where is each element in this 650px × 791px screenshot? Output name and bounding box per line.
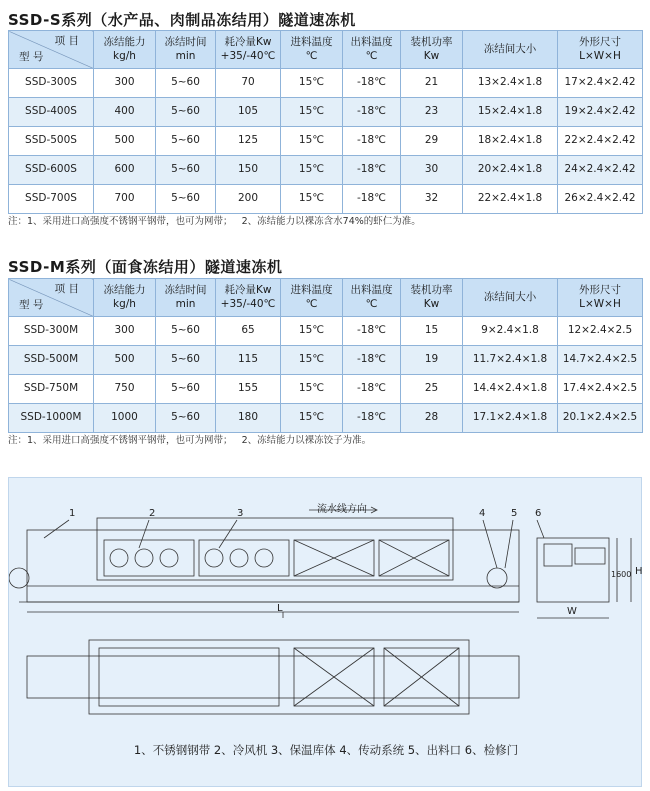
corner-model-label: 型 号 bbox=[19, 50, 44, 63]
table-cell: 28 bbox=[401, 404, 463, 433]
table-cell: 17.4×2.4×2.5 bbox=[558, 375, 643, 404]
fan-unit-2 bbox=[199, 540, 289, 576]
table-cell: 21 bbox=[401, 69, 463, 98]
table-cell: -18℃ bbox=[343, 317, 401, 346]
dim-1600-label: 1600 bbox=[611, 570, 632, 579]
table-cell: 23 bbox=[401, 98, 463, 127]
table-row bbox=[9, 404, 643, 433]
column-header: 冻结间大小 bbox=[463, 31, 558, 69]
column-header: 外形尺寸 L×W×H bbox=[558, 31, 643, 69]
table-cell: 15℃ bbox=[281, 317, 343, 346]
table-cell: 12×2.4×2.5 bbox=[558, 317, 643, 346]
drive-roller-right bbox=[487, 568, 507, 588]
table-cell: 65 bbox=[216, 317, 281, 346]
table-row bbox=[9, 185, 643, 214]
table-cell: 15℃ bbox=[281, 127, 343, 156]
table-cell: 115 bbox=[216, 346, 281, 375]
column-header: 出料温度 ℃ bbox=[343, 31, 401, 69]
table-cell: -18℃ bbox=[343, 156, 401, 185]
table-cell: -18℃ bbox=[343, 127, 401, 156]
table-cell: 14.4×2.4×1.8 bbox=[463, 375, 558, 404]
table-cell: 15℃ bbox=[281, 185, 343, 214]
table-cell: 5~60 bbox=[156, 185, 216, 214]
table-row bbox=[9, 317, 643, 346]
table-cell: 5~60 bbox=[156, 69, 216, 98]
table-cell: 300 bbox=[94, 317, 156, 346]
table-row bbox=[9, 156, 643, 185]
table-s-title: SSD-S系列（水产品、肉制品冻结用）隧道速冻机 bbox=[8, 11, 356, 29]
callout-3: 3 bbox=[237, 508, 244, 519]
dim-h-label: H bbox=[635, 566, 643, 577]
table-cell: 5~60 bbox=[156, 156, 216, 185]
column-header: 冻结时间 min bbox=[156, 279, 216, 317]
table-cell: 5~60 bbox=[156, 346, 216, 375]
table-cell: 125 bbox=[216, 127, 281, 156]
column-header: 耗冷量Kw +35/-40℃ bbox=[216, 31, 281, 69]
elevation-outline bbox=[27, 530, 519, 602]
table-cell: 11.7×2.4×1.8 bbox=[463, 346, 558, 375]
table-cell: 5~60 bbox=[156, 127, 216, 156]
callout-2: 2 bbox=[149, 508, 156, 519]
column-header: 装机功率 Kw bbox=[401, 31, 463, 69]
table-cell: 15℃ bbox=[281, 69, 343, 98]
side-view-outline bbox=[537, 538, 609, 602]
table-cell: 15℃ bbox=[281, 346, 343, 375]
table-cell: 5~60 bbox=[156, 98, 216, 127]
table-cell: -18℃ bbox=[343, 346, 401, 375]
table-cell: 15℃ bbox=[281, 404, 343, 433]
table-cell: 24×2.4×2.42 bbox=[558, 156, 643, 185]
corner-model-label: 型 号 bbox=[19, 298, 44, 311]
column-header: 出料温度 ℃ bbox=[343, 279, 401, 317]
model-cell: SSD-500S bbox=[9, 127, 94, 156]
table-cell: 20×2.4×1.8 bbox=[463, 156, 558, 185]
table-cell: 13×2.4×1.8 bbox=[463, 69, 558, 98]
column-header: 冻结间大小 bbox=[463, 279, 558, 317]
corner-header bbox=[9, 279, 94, 317]
table-cell: 17.1×2.4×1.8 bbox=[463, 404, 558, 433]
table-cell: 32 bbox=[401, 185, 463, 214]
column-header: 进料温度 ℃ bbox=[281, 279, 343, 317]
table-cell: 14.7×2.4×2.5 bbox=[558, 346, 643, 375]
table-cell: 155 bbox=[216, 375, 281, 404]
table-cell: 500 bbox=[94, 346, 156, 375]
table-cell: 15℃ bbox=[281, 156, 343, 185]
model-cell: SSD-300M bbox=[9, 317, 94, 346]
spec-table-s bbox=[8, 30, 643, 214]
table-cell: 25 bbox=[401, 375, 463, 404]
table-cell: 150 bbox=[216, 156, 281, 185]
model-cell: SSD-600S bbox=[9, 156, 94, 185]
column-header: 冻结能力 kg/h bbox=[94, 279, 156, 317]
table-cell: 18×2.4×1.8 bbox=[463, 127, 558, 156]
table-row bbox=[9, 127, 643, 156]
table-cell: 400 bbox=[94, 98, 156, 127]
table-cell: 19 bbox=[401, 346, 463, 375]
table-cell: 180 bbox=[216, 404, 281, 433]
table-cell: 500 bbox=[94, 127, 156, 156]
table-cell: 5~60 bbox=[156, 317, 216, 346]
table-cell: 9×2.4×1.8 bbox=[463, 317, 558, 346]
model-cell: SSD-400S bbox=[9, 98, 94, 127]
table-cell: 22×2.4×1.8 bbox=[463, 185, 558, 214]
table-row bbox=[9, 98, 643, 127]
table-cell: 1000 bbox=[94, 404, 156, 433]
freezer-body bbox=[97, 518, 453, 580]
table-cell: -18℃ bbox=[343, 98, 401, 127]
callout-6: 6 bbox=[535, 508, 542, 519]
tunnel-freezer-drawing bbox=[8, 477, 642, 787]
table-cell: 750 bbox=[94, 375, 156, 404]
table-cell: 200 bbox=[216, 185, 281, 214]
model-cell: SSD-700S bbox=[9, 185, 94, 214]
table-cell: -18℃ bbox=[343, 69, 401, 98]
table-cell: 30 bbox=[401, 156, 463, 185]
corner-item-label: 项 目 bbox=[54, 35, 79, 47]
dim-w-label: W bbox=[567, 606, 577, 617]
table-s-note: 注：1、采用进口高强度不锈钢平钢带，也可为网带； 2、冻结能力以裸冻含水74%的虾仁为准。 bbox=[8, 216, 421, 227]
column-header: 耗冷量Kw +35/-40℃ bbox=[216, 279, 281, 317]
column-header: 冻结能力 kg/h bbox=[94, 31, 156, 69]
table-cell: 15℃ bbox=[281, 375, 343, 404]
column-header: 外形尺寸 L×W×H bbox=[558, 279, 643, 317]
table-cell: 20.1×2.4×2.5 bbox=[558, 404, 643, 433]
column-header: 进料温度 ℃ bbox=[281, 31, 343, 69]
corner-item-label: 项 目 bbox=[54, 283, 79, 295]
table-cell: 300 bbox=[94, 69, 156, 98]
table-cell: 105 bbox=[216, 98, 281, 127]
table-cell: 15℃ bbox=[281, 98, 343, 127]
table-cell: -18℃ bbox=[343, 185, 401, 214]
table-row bbox=[9, 346, 643, 375]
table-cell: 15×2.4×1.8 bbox=[463, 98, 558, 127]
callout-1: 1 bbox=[69, 508, 76, 519]
model-cell: SSD-500M bbox=[9, 346, 94, 375]
table-row bbox=[9, 69, 643, 98]
flow-direction-label: 流水线方向 bbox=[317, 504, 367, 515]
table-cell: 29 bbox=[401, 127, 463, 156]
table-cell: 600 bbox=[94, 156, 156, 185]
table-row bbox=[9, 375, 643, 404]
plan-outline bbox=[27, 656, 519, 698]
table-cell: 19×2.4×2.42 bbox=[558, 98, 643, 127]
table-cell: -18℃ bbox=[343, 375, 401, 404]
spec-table-m bbox=[8, 278, 643, 433]
dim-l-label: L bbox=[277, 603, 283, 614]
table-cell: 70 bbox=[216, 69, 281, 98]
model-cell: SSD-300S bbox=[9, 69, 94, 98]
table-cell: 5~60 bbox=[156, 404, 216, 433]
callout-5: 5 bbox=[511, 508, 518, 519]
table-cell: 22×2.4×2.42 bbox=[558, 127, 643, 156]
table-cell: 700 bbox=[94, 185, 156, 214]
drawing-legend: 1、不锈钢钢带 2、冷风机 3、保温库体 4、传动系统 5、出料口 6、检修门 bbox=[133, 743, 519, 757]
column-header: 冻结时间 min bbox=[156, 31, 216, 69]
table-m-title: SSD-M系列（面食冻结用）隧道速冻机 bbox=[8, 258, 283, 276]
column-header: 装机功率 Kw bbox=[401, 279, 463, 317]
drive-roller-left bbox=[9, 568, 29, 588]
table-cell: 17×2.4×2.42 bbox=[558, 69, 643, 98]
table-cell: 26×2.4×2.42 bbox=[558, 185, 643, 214]
table-cell: 5~60 bbox=[156, 375, 216, 404]
callout-4: 4 bbox=[479, 508, 486, 519]
table-cell: -18℃ bbox=[343, 404, 401, 433]
corner-header bbox=[9, 31, 94, 69]
table-cell: 15 bbox=[401, 317, 463, 346]
fan-unit-1 bbox=[104, 540, 194, 576]
table-m-note: 注：1、采用进口高强度不锈钢平钢带，也可为网带； 2、冻结能力以裸冻饺子为准。 bbox=[8, 435, 372, 446]
model-cell: SSD-1000M bbox=[9, 404, 94, 433]
model-cell: SSD-750M bbox=[9, 375, 94, 404]
